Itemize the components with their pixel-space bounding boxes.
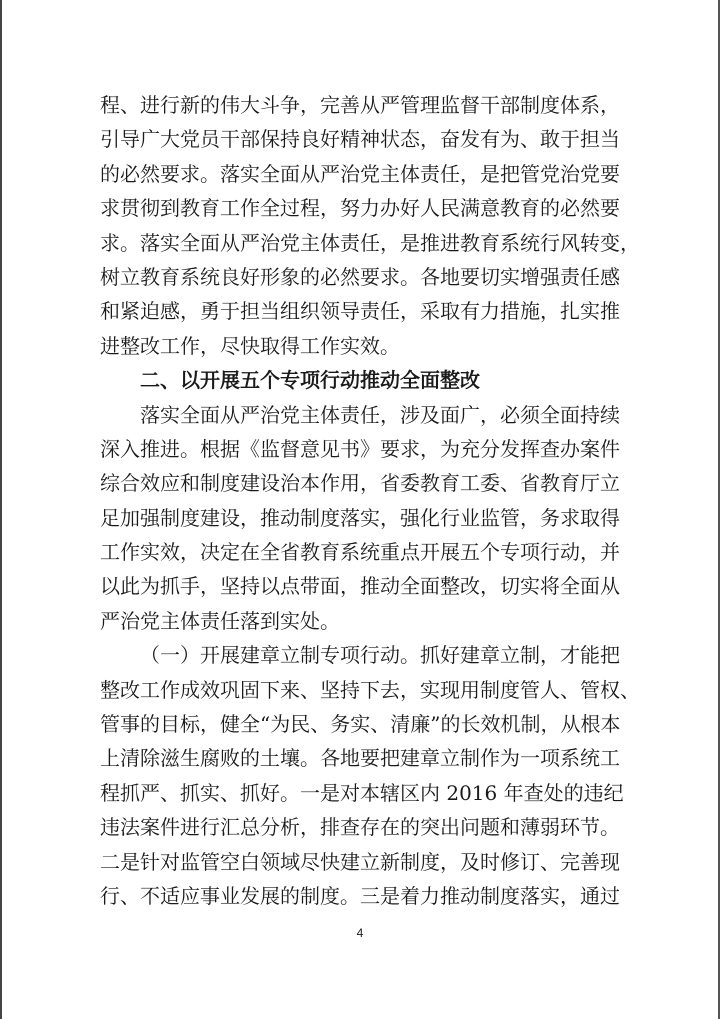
paragraph-2	[100, 398, 620, 639]
text-line: 程抓严、抓实、抓好。一是对本辖区内 2016 年查处的违纪	[100, 780, 624, 805]
page-number: 4	[356, 926, 364, 940]
text-line: 管事的目标，健全“为民、务实、清廉”的长效机制，从根本	[100, 712, 621, 737]
text-line: 综合效应和制度建设治本作用，省委教育工委、省教育厅立	[100, 471, 620, 496]
text-line: 树立教育系统良好形象的必然要求。各地要切实增强责任感	[100, 264, 620, 289]
text-line: 深入推进。根据《监督意见书》要求，为充分发挥查办案件	[100, 436, 620, 461]
text-line: 严治党主体责任落到实处。	[100, 608, 340, 633]
text-line: 足加强制度建设，推动制度落实，强化行业监管，务求取得	[100, 505, 620, 530]
text-line: 进整改工作，尽快取得工作实效。	[100, 333, 400, 358]
text-line: 整改工作成效巩固下来、坚持下去，实现用制度管人、管权、	[100, 677, 640, 702]
text-line: 违法案件进行汇总分析，排查存在的突出问题和薄弱环节。	[100, 815, 620, 840]
text-line: 二是针对监管空白领域尽快建立新制度，及时修订、完善现	[100, 849, 620, 874]
text-line: 上清除滋生腐败的土壤。各地要把建章立制作为一项系统工	[100, 746, 620, 771]
paragraph-3	[100, 638, 640, 913]
section-heading: 二、以开展五个专项行动推动全面整改	[140, 368, 480, 393]
text-line: 求贯彻到教育工作全过程，努力办好人民满意教育的必然要	[100, 196, 620, 221]
text-line: 行、不适应事业发展的制度。三是着力推动制度落实，通过	[100, 883, 620, 908]
text-line: 程、进行新的伟大斗争，完善从严管理监督干部制度体系，	[100, 93, 620, 117]
text-line: 求。落实全面从严治党主体责任，是推进教育系统行风转变，	[100, 230, 640, 255]
document-body	[100, 88, 640, 913]
text-line: 的必然要求。落实全面从严治党主体责任，是把管党治党要	[100, 161, 620, 186]
text-line: （一）开展建章立制专项行动。抓好建章立制，才能把	[140, 643, 620, 668]
paragraph-1	[100, 88, 640, 363]
text-line: 工作实效，决定在全省教育系统重点开展五个专项行动，并	[100, 540, 620, 565]
scan-left-edge	[0, 0, 2, 1019]
text-line: 以此为抓手，坚持以点带面，推动全面整改，切实将全面从	[100, 574, 620, 599]
text-line: 落实全面从严治党主体责任，涉及面广，必须全面持续	[140, 402, 620, 427]
text-line: 引导广大党员干部保持良好精神状态，奋发有为、敢于担当	[100, 127, 620, 152]
text-line: 和紧迫感，勇于担当组织领导责任，采取有力措施，扎实推	[100, 299, 620, 324]
